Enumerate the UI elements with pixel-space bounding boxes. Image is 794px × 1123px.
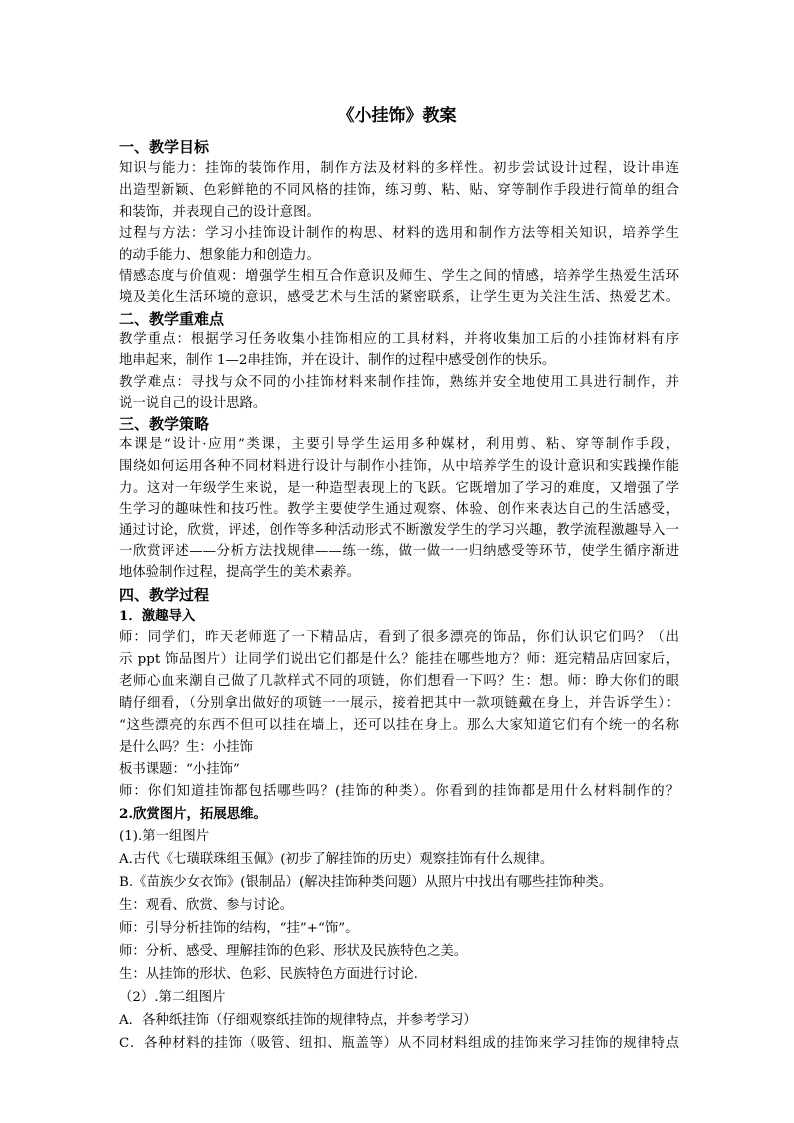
list-item: （2）.第二组图片 [119, 990, 226, 1005]
paragraph-line: 地串起来，制作 1—2串挂饰，并在设计、制作的过程中感受创作的快乐。 [119, 353, 556, 368]
paragraph-line: 教学重点：根据学习任务收集小挂饰相应的工具材料，并将收集加工后的小挂饰材料有序 [119, 332, 679, 347]
list-item: 师：引导分析挂饰的结构，“挂”+“饰”。 [119, 921, 359, 936]
list-item: (1).第一组图片 [119, 829, 210, 844]
paragraph-line: 说一说自己的设计思路。 [119, 396, 267, 411]
paragraph-line: 教学难点：寻找与众不同的小挂饰材料来制作挂饰，熟练并安全地使用工具进行制作，并 [119, 375, 679, 390]
list-item: 生：从挂饰的形状、色彩、民族特色方面进行讨论. [119, 967, 418, 982]
paragraph-line: 睛仔细看，（分别拿出做好的项链一一展示，接着把其中一款项链戴在身上，并告诉学生）： [119, 696, 679, 711]
paragraph-line: 通过讨论，欣赏，评述，创作等多种活动形式不断激发学生的学习兴趣，教学流程激趣导入一 [119, 523, 679, 538]
list-item: B.《苗族少女衣饰》(银制品）(解决挂饰种类问题）从照片中找出有哪些挂饰种类。 [119, 875, 613, 890]
paragraph-line: 力。这对一年级学生来说，是一种造型表现上的飞跃。它既增加了学习的难度，又增强了学 [119, 481, 679, 496]
list-item: A.古代《七璜联珠组玉佩》(初步了解挂饰的历史）观察挂饰有什么规律。 [119, 852, 554, 867]
list-item: 师：分析、感受、理解挂饰的色彩、形状及民族特色之美。 [119, 944, 468, 959]
paragraph-line: 出造型新颖、色彩鲜艳的不同风格的挂饰，练习剪、粘、贴、穿等制作手段进行简单的组合 [119, 183, 679, 198]
section-heading-process: 四、教学过程 [119, 586, 210, 604]
paragraph-line: 示 ppt 饰品图片）让同学们说出它们都是什么？能挂在哪些地方？师：逛完精品店回家后， [119, 652, 679, 667]
paragraph-line: 师：你们知道挂饰都包括哪些吗？(挂饰的种类）。你看到的挂饰都是用什么材料制作的？ [119, 784, 679, 799]
paragraph-line: 过程与方法：学习小挂饰设计制作的构思、材料的选用和制作方法等相关知识，培养学生 [119, 226, 679, 241]
section-heading-objectives: 一、教学目标 [119, 138, 210, 156]
list-item: C．各种材料的挂饰（吸管、纽扣、瓶盖等）从不同材料组成的挂饰来学习挂饰的规律特点 [119, 1036, 679, 1051]
paragraph-line: 和装饰，并表现自己的设计意图。 [119, 205, 320, 220]
paragraph-line: 师：同学们，昨天老师逛了一下精品店，看到了很多漂亮的饰品，你们认识它们吗？（出 [119, 630, 679, 645]
list-item: 生：观看、欣赏、参与讨论。 [119, 898, 294, 913]
section-heading-strategy: 三、教学策略 [119, 415, 210, 433]
paragraph-line: 生学习的趣味性和技巧性。教学主要使学生通过观察、体验、创作来表达自己的生活感受， [119, 502, 679, 517]
section-heading-key-points: 二、教学重难点 [119, 310, 225, 328]
list-item: A．各种纸挂饰（仔细观察纸挂饰的规律特点，并参考学习） [119, 1013, 477, 1028]
paragraph-line: 的动手能力、想象能力和创造力。 [119, 248, 320, 263]
paragraph-line: 一欣赏评述——分析方法找规律——练一练，做一做一一归纳感受等环节，使学生循序渐进 [119, 544, 679, 559]
document-title: 《小挂饰》教案 [337, 106, 457, 126]
subheading-intro: 1．激趣导入 [119, 608, 196, 624]
paragraph-line: 本课是“设计·应用”类课，主要引导学生运用多种媒材，利用剪、粘、穿等制作手段， [119, 437, 679, 452]
paragraph-line: 围绕如何运用各种不同材料进行设计与制作小挂饰，从中培养学生的设计意识和实践操作能 [119, 459, 679, 474]
paragraph-line: 境及美化生活环境的意识，感受艺术与生活的紧密联系，让学生更为关注生活、热爱艺术。 [119, 290, 679, 305]
subheading-appreciation: 2.欣赏图片，拓展思维。 [119, 806, 267, 822]
paragraph-line: 是什么吗？生：小挂饰 [119, 740, 253, 755]
paragraph-line: 板书课题：“小挂饰” [119, 762, 240, 777]
paragraph-line: 知识与能力：挂饰的装饰作用，制作方法及材料的多样性。初步尝试设计过程，设计串连 [119, 161, 679, 176]
paragraph-line: “这些漂亮的东西不但可以挂在墙上，还可以挂在身上。那么大家知道它们有个统一的名称 [119, 718, 679, 733]
paragraph-line: 地体验制作过程，提高学生的美术素养。 [119, 565, 361, 580]
paragraph-line: 老师心血来潮自己做了几款样式不同的项链，你们想看一下吗？生：想。师：睁大你们的眼 [119, 674, 679, 689]
paragraph-line: 情感态度与价值观：增强学生相互合作意识及师生、学生之间的情感，培养学生热爱生活环 [119, 269, 679, 284]
